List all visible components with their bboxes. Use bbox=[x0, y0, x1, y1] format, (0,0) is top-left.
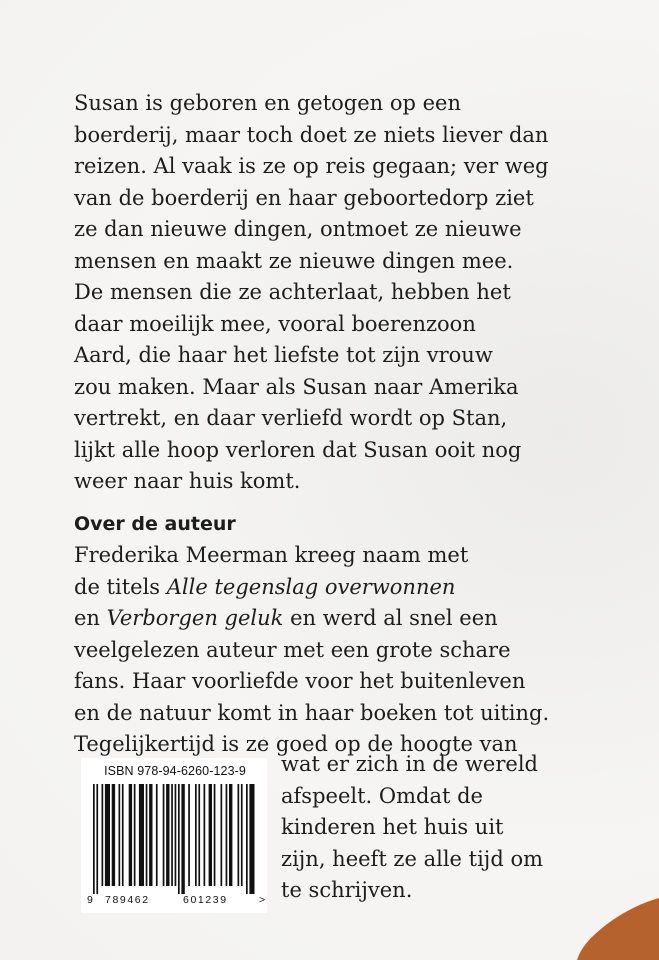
barcode-bar bbox=[229, 784, 232, 886]
blurb-line: ze dan nieuwe dingen, ontmoet ze nieuwe bbox=[74, 217, 522, 241]
barcode-digits-right: 601239 bbox=[183, 894, 228, 906]
about-line bbox=[74, 572, 654, 604]
about-line-text: en werd al snel een bbox=[283, 606, 498, 630]
about-line: en de natuur komt in haar boeken tot uiting. bbox=[74, 700, 550, 725]
about-author-text-continued bbox=[281, 749, 581, 907]
isbn-barcode bbox=[81, 758, 267, 913]
barcode-bar bbox=[163, 784, 165, 886]
blurb-text bbox=[74, 88, 634, 498]
isbn-label: ISBN 978-94-6260-123-9 bbox=[104, 764, 246, 778]
barcode-bar bbox=[175, 784, 177, 886]
about-line: afspeelt. Omdat de bbox=[281, 783, 483, 808]
barcode-bar bbox=[149, 784, 152, 886]
blurb-line: zou maken. Maar als Susan naar Amerika bbox=[74, 374, 519, 399]
about-line: Tegelijkertijd is ze goed op de hoogte van bbox=[74, 732, 518, 756]
barcode-bar bbox=[156, 784, 158, 886]
barcode-bars bbox=[91, 784, 257, 894]
about-line: fans. Haar voorliefde voor het buitenleven bbox=[74, 669, 526, 693]
barcode-bar bbox=[105, 784, 110, 886]
about-line: veelgelezen auteur met een grote schare bbox=[74, 637, 511, 662]
barcode-bar bbox=[122, 784, 124, 886]
barcode-bar bbox=[241, 784, 243, 886]
barcode-digits-left: 789462 bbox=[105, 894, 150, 906]
blurb-line: reizen. Al vaak is ze op reis gegaan; ver weg bbox=[74, 154, 549, 178]
barcode-bar bbox=[96, 784, 98, 894]
barcode-bar bbox=[119, 784, 121, 886]
blurb-line: lijkt alle hoop verloren dat Susan ooit nog bbox=[74, 437, 522, 462]
about-line: wat er zich in de wereld bbox=[281, 752, 538, 776]
barcode-bar bbox=[198, 784, 200, 886]
barcode-bar bbox=[226, 784, 228, 886]
barcode-bar bbox=[146, 784, 148, 886]
book-title: Alle tegenslag overwonnen bbox=[166, 574, 456, 599]
book-title: Verborgen geluk bbox=[106, 606, 284, 630]
barcode-bar bbox=[214, 784, 216, 886]
barcode-bar bbox=[195, 784, 197, 886]
blurb-line: mensen en maakt ze nieuwe dingen mee. bbox=[74, 248, 514, 273]
about-line: kinderen het huis uit bbox=[281, 815, 504, 839]
barcode-bar bbox=[181, 784, 184, 894]
blurb-line: Susan is geboren en getogen op een bbox=[74, 91, 461, 115]
blurb-line: daar moeilijk mee, vooral boerenzoon bbox=[74, 311, 476, 336]
barcode-bar bbox=[249, 784, 254, 894]
blurb-line: vertrekt, en daar verliefd wordt op Stan, bbox=[74, 406, 508, 430]
about-line: te schrijven. bbox=[281, 878, 413, 902]
barcode-bar bbox=[178, 784, 180, 894]
about-author-heading: Over de auteur bbox=[74, 513, 236, 535]
blurb-line: van de boerderij en haar geboortedorp ziet bbox=[74, 185, 534, 210]
barcode-bar bbox=[102, 784, 104, 886]
about-line-text: en bbox=[74, 606, 107, 630]
barcode-bar bbox=[209, 784, 212, 886]
blurb-line: boerderij, maar toch doet ze niets liever dan bbox=[74, 122, 549, 147]
about-line: zijn, heeft ze alle tijd om bbox=[281, 846, 543, 871]
about-author-text bbox=[74, 540, 654, 761]
blurb-line: De mensen die ze achterlaat, hebben het bbox=[74, 280, 511, 304]
barcode-bar bbox=[221, 784, 223, 886]
barcode-bar bbox=[166, 784, 169, 886]
barcode-bar bbox=[171, 784, 173, 886]
about-line-text: de titels bbox=[74, 574, 167, 599]
blurb-line: Aard, die haar het liefste tot zijn vrouw bbox=[74, 343, 493, 367]
barcode-bar bbox=[238, 784, 240, 886]
barcode-digit-first: 9 bbox=[87, 894, 93, 906]
barcode-bar bbox=[134, 784, 136, 886]
about-line bbox=[74, 603, 654, 635]
barcode-bar bbox=[188, 784, 190, 886]
barcode-bar bbox=[112, 784, 115, 886]
barcode-bar bbox=[246, 784, 248, 894]
blurb-line: weer naar huis komt. bbox=[74, 469, 301, 493]
barcode-quiet-mark: > bbox=[259, 894, 266, 906]
barcode-bar bbox=[204, 784, 206, 886]
barcode-bar bbox=[129, 784, 132, 886]
about-line: Frederika Meerman kreeg naam met bbox=[74, 543, 469, 567]
barcode-bar bbox=[93, 784, 95, 894]
cover-photo-corner bbox=[539, 880, 659, 960]
barcode-bar bbox=[139, 784, 144, 886]
